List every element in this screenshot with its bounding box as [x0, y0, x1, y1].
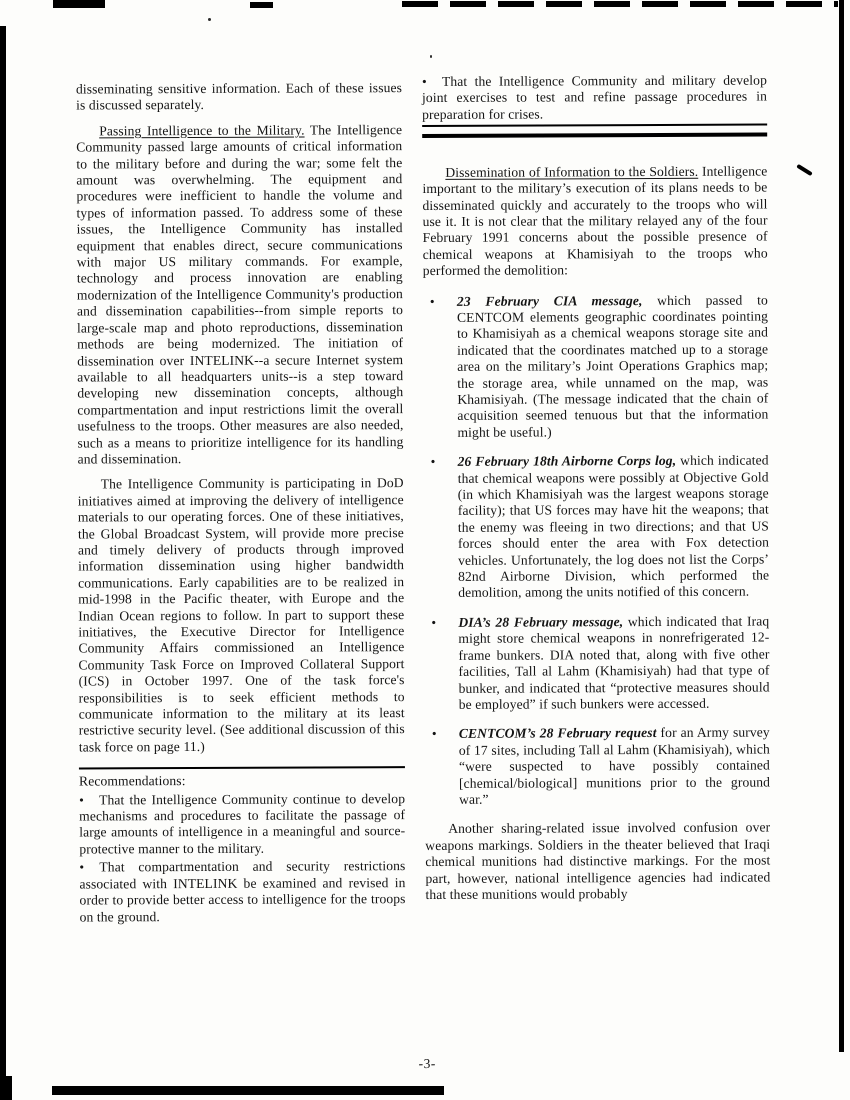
paragraph: [425, 820, 770, 904]
paragraph-text: The Intelligence Community passed large amounts of critical information to the military before and during the war; some felt the amount was overwhelming. The equipment and procedures were inefficient to handle the volume and types of information passed. To address some of these issues, the Intelligence Community has installed equipment that enables direct, secure communications with major US military commands. For example, technology and process innovation are enabling modernization of the Intelligence Community's production and dissemination capabilities--from simple reports to large-scale map and photo reproductions, dissemination methods are being modernized. The initiation of dissemination over INTELINK--a secure Internet system available to all headquarters units--is a step toward developing new dissemination concepts, although compartmentation and input restrictions limit the overall usefulness to the troops. Other measures are also needed, such as a means to prioritize intelligence for its handling and dissemination.: [76, 121, 404, 467]
left-column: [76, 80, 406, 934]
paragraph: [76, 122, 404, 468]
horizontal-rule: [422, 133, 767, 138]
heading-text: Recommendations:: [78, 773, 186, 789]
paragraph-text: Intelligence important to the military’s execution of its plans needs to be disseminated quickly and accurately to the troops who will use it. It is not clear that the military relayed any of the four February 1991 concerns about the possible presence of chemical weapons at Khamisiyah to the troops who performed the demolition:: [422, 163, 768, 279]
list-item-text: That the Intelligence Community and military develop joint exercises to test and refine passage procedures in preparation for crises.: [421, 72, 768, 122]
bullet-lead: 23 February CIA message,: [456, 292, 643, 309]
page-number: [2, 1054, 850, 1074]
bullet-icon: •: [431, 726, 437, 742]
list-item-text: That compartmentation and security restrictions associated with INTELINK be examined and revised in order to provide better access to intelligence for the troops on the ground.: [79, 858, 406, 925]
paragraph: [78, 475, 405, 755]
list-item: [424, 453, 770, 602]
paragraph: [422, 163, 767, 279]
paragraph-text: Another sharing-related issue involved confusion over weapons markings. Soldiers in the theater believed that Iraqi chemical munitions had distinctive markings. For the most part, however, national intelligence agencies had indicated that these munitions would probably: [425, 819, 771, 902]
list-item-text: That the Intelligence Community continue to develop mechanisms and procedures to facilitate the passage of large amounts of intelligence in a meaningful and source-protective manner to the military.: [79, 790, 406, 857]
list-item: [424, 613, 769, 713]
list-item-text: which passed to CENTCOM elements geographic coordinates pointing to Khamisiyah as a chemical weapons storage site and indicated that the coordinates matched up to a storage area on the military’s Joint Operations Graphics map; the storage area, while unnamed on the map, was Khamisiyah. (The message indicated that the chain of acquisition seemed tenuous but that the information might be useful.): [456, 292, 769, 440]
paragraph-text: The Intelligence Community is participating in DoD initiatives aimed at improving the delivery of intelligence materials to our operating forces. One of these initiatives, the Global Broadcast System, will provide more precise and timely delivery of products through improved information dissemination using higher bandwidth communications. Early capabilities are to be realized in mid-1998 in the Pacific theater, with Europe and the Indian Ocean regions to follow. In part to support these initiatives, the Executive Director for Intelligence Community Affairs commissioned an Intelligence Community Task Force on Improved Collateral Support (ICS) in October 1997. One of the task force's responsibilities is to seek efficient methods to communicate information to the military at its least restrictive security level. (See additional discussion of this task force on page 11.): [77, 475, 405, 755]
section-heading: Dissemination of Information to the Soldiers.: [445, 163, 699, 180]
list-item: [423, 292, 769, 441]
bullet-lead: 26 February 18th Airborne Corps log,: [457, 453, 677, 470]
list-item-text: which indicated that Iraq might store chemical weapons in nonrefrigerated 12-frame bunkers. DIA noted that, along with five other facilities, Tall al Lahm (Khamisiyah) had that type of bunker, and indicated that “protective measures should be employed” if such bunkers were accessed.: [458, 613, 770, 712]
recommendations-heading: [79, 772, 405, 790]
list-item-text: for an Army survey of 17 sites, including Tall al Lahm (Khamisiyah), which “were suspected to have possibly contained [chemical/biological] munitions prior to the ground war.”: [458, 724, 771, 807]
right-column: [422, 73, 771, 913]
horizontal-rule: [79, 766, 405, 769]
list-item: [425, 725, 770, 809]
list-item: [79, 791, 405, 858]
bullet-icon: •: [421, 73, 427, 90]
section-heading: Passing Intelligence to the Military.: [99, 122, 305, 139]
paragraph-text: disseminating sensitive information. Each of these issues is discussed separately.: [75, 80, 403, 113]
bullet-icon: •: [430, 454, 436, 470]
bullet-lead: DIA’s 28 February message,: [458, 614, 624, 630]
page-number-text: -3-: [418, 1055, 436, 1072]
bullet-icon: •: [429, 293, 435, 309]
bullet-icon: •: [79, 792, 84, 808]
bullet-icon: •: [431, 614, 437, 630]
paragraph: [76, 80, 402, 114]
list-item-text: which indicated that chemical weapons were possibly at Objective Gold (in which Khamisiyah was the largest weapons storage facility); that US forces may have hit the weapons; that the enemy was fleeing in two directions; and that US forces should enter the area with Fox detection vehicles. Unfortunately, the log does not list the Corps’ 82nd Airborne Division, which performed the demolition, among the units notified of this concern.: [457, 452, 770, 601]
bullet-icon: •: [79, 859, 85, 875]
bullet-lead: CENTCOM’s 28 February request: [458, 725, 657, 742]
list-item: [422, 73, 767, 124]
list-item: [79, 858, 405, 925]
horizontal-rule: [422, 124, 767, 128]
